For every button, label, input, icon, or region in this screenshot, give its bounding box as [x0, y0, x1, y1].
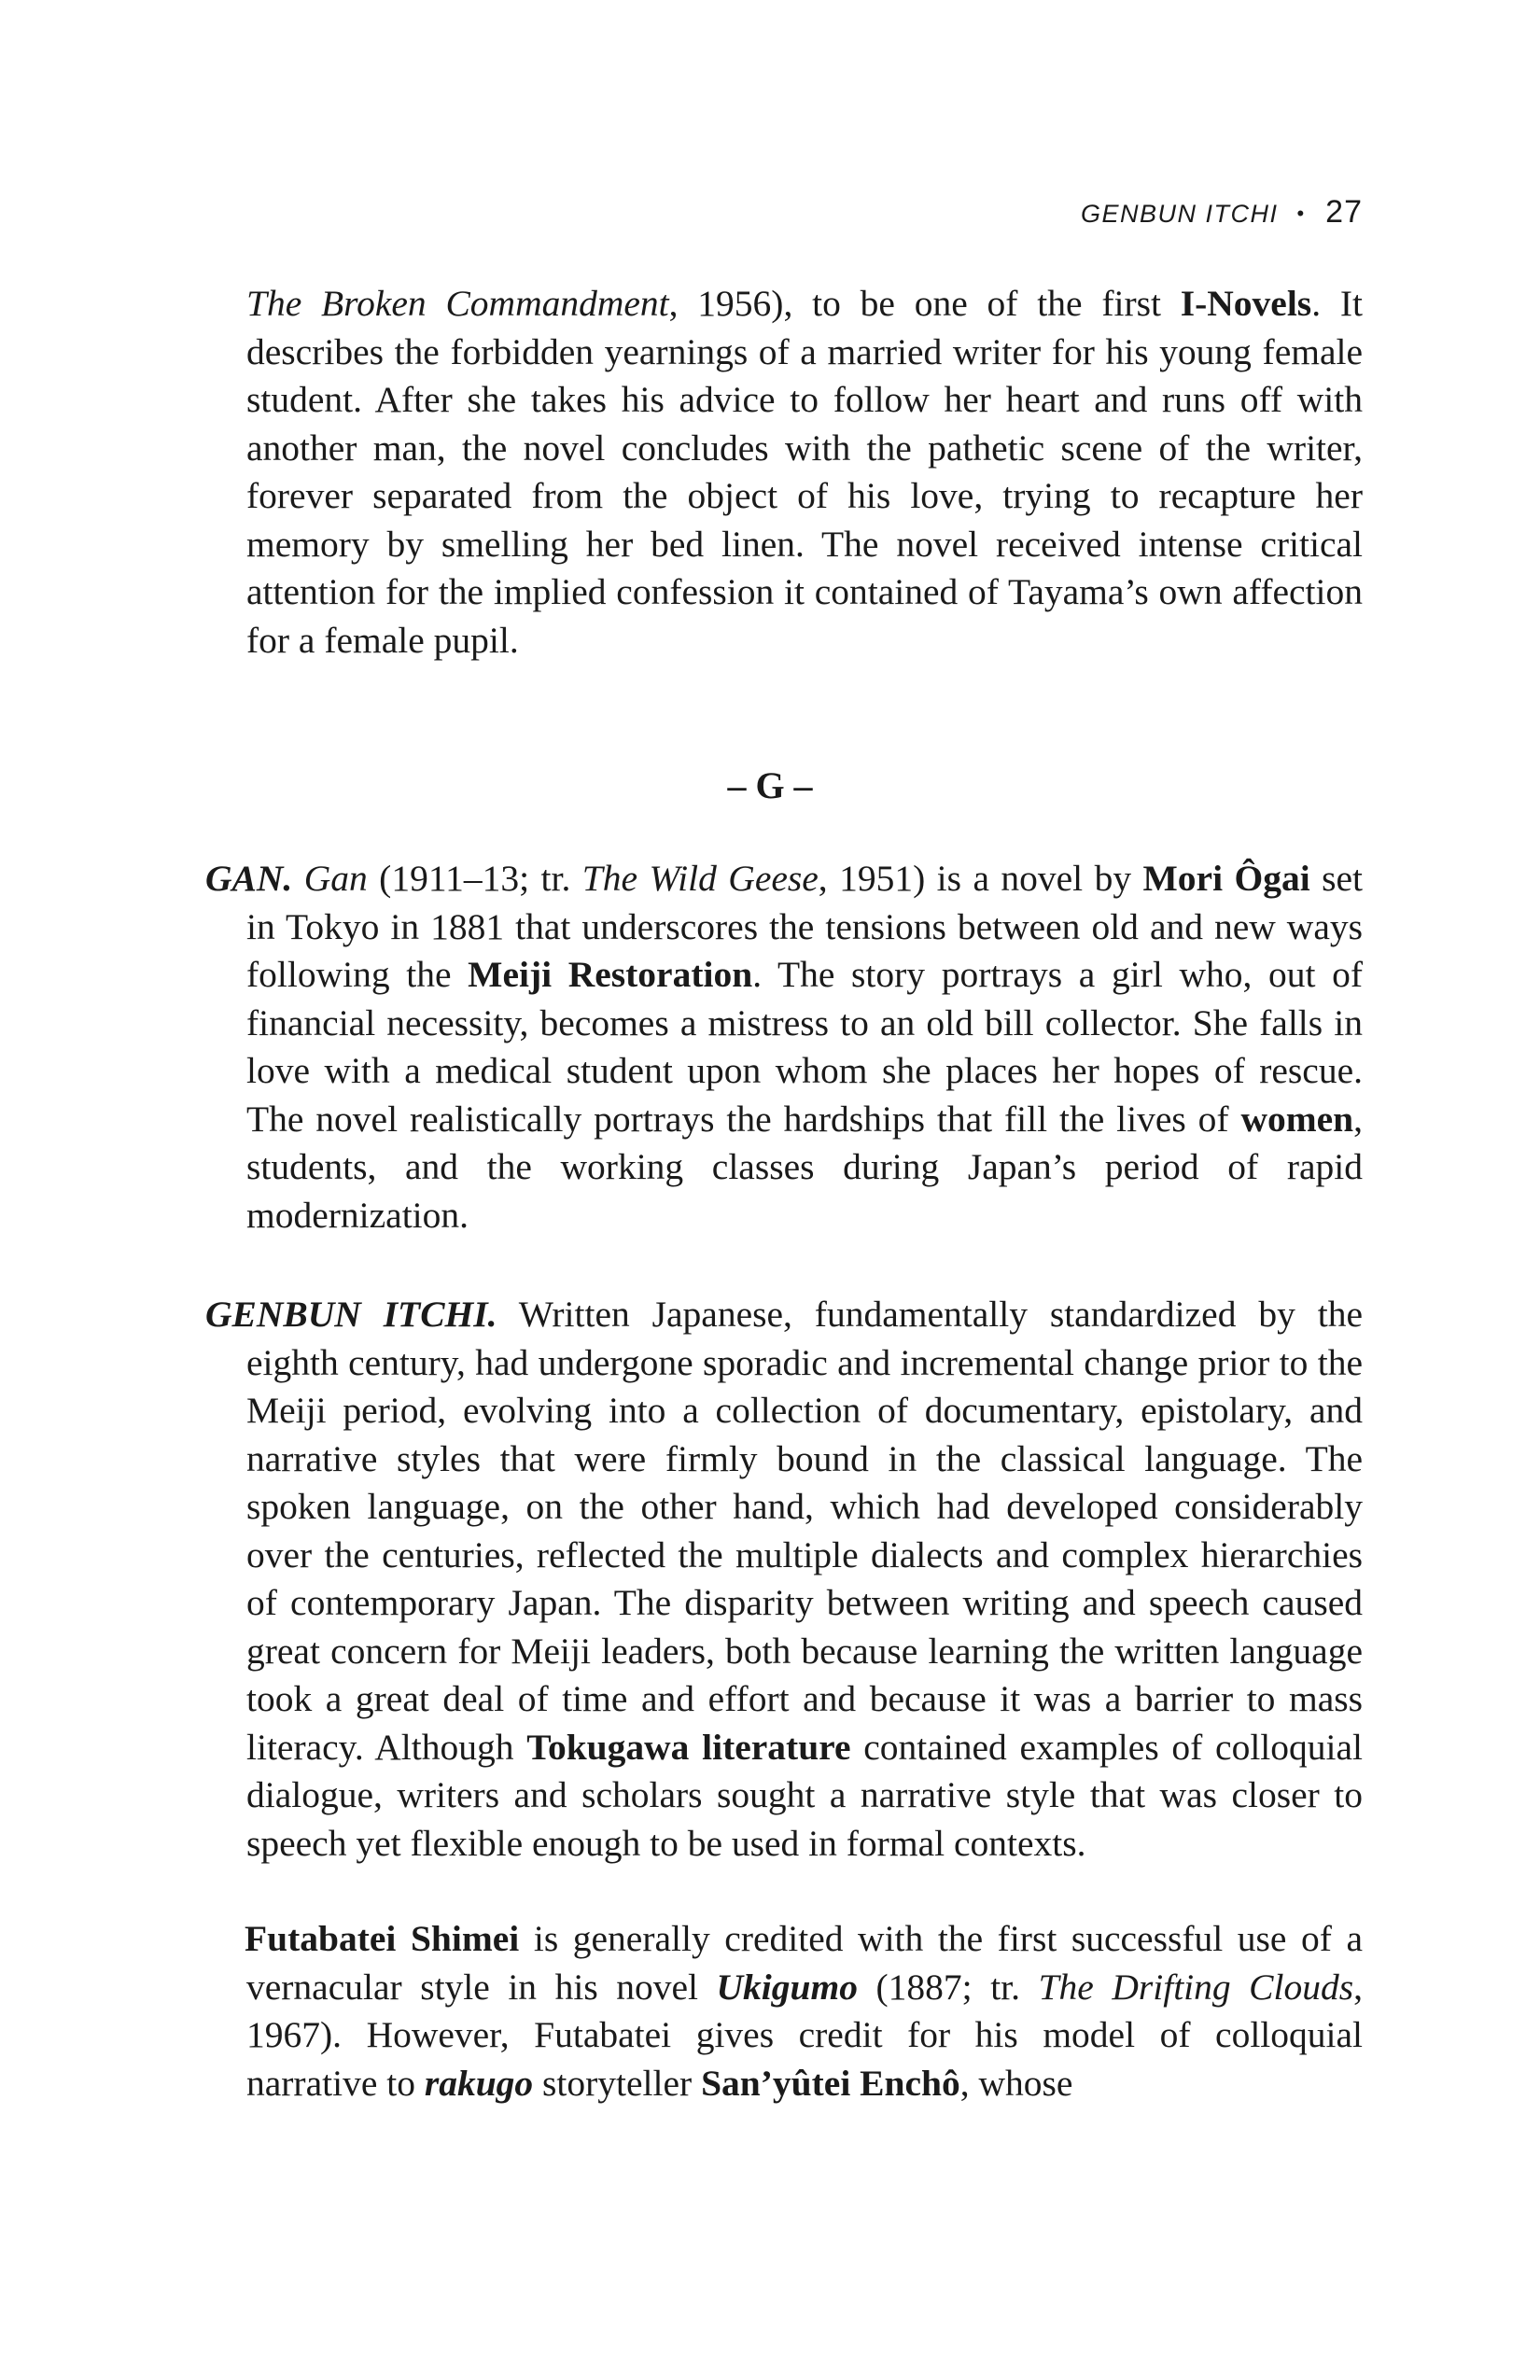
- cross-reference: women: [1240, 1098, 1354, 1140]
- text-run: . The story portrays a girl who, out of financial necessity, becomes a mistress to an old bill collector. She falls in love with a medical student upon whom she places her hopes of rescue. The novel realistically portrays the hardships that fill the lives of: [246, 954, 1364, 1140]
- book-title: The Broken Commandment: [246, 283, 669, 324]
- cross-reference: Futabatei Shimei: [245, 1918, 520, 1959]
- cross-reference: Meiji Restoration: [468, 954, 753, 995]
- entry-genbun-itchi: [205, 1291, 1363, 1868]
- section-letter: – G –: [727, 764, 813, 806]
- page-number: 27: [1325, 194, 1363, 230]
- book-title-cross-reference: Ukigumo: [716, 1966, 858, 2008]
- text-run: (1887; tr.: [857, 1966, 1039, 2008]
- text-run: (1911–13; tr.: [367, 858, 582, 899]
- text-run: , whose: [959, 2062, 1073, 2104]
- text-run: , 1956), to be one of the first: [668, 283, 1181, 324]
- text-run: storyteller: [533, 2062, 702, 2104]
- bullet-icon: •: [1296, 202, 1306, 225]
- cross-reference: Tokugawa literature: [526, 1726, 851, 1768]
- text-run: , students, and the working classes during Japan’s period of rapid modernization.: [246, 1098, 1363, 1236]
- entry-headword: GAN.: [205, 858, 293, 899]
- continuation-paragraph: [246, 280, 1363, 665]
- text-run: , 1951) is a novel by: [818, 858, 1143, 899]
- book-title: The Drifting Clouds: [1038, 1966, 1354, 2008]
- cross-reference: San’yûtei Enchô: [701, 2062, 960, 2104]
- text-run: set in Tokyo in 1881 that underscores the tensions between old and new ways following the: [246, 858, 1363, 995]
- text-run: , 1967). However, Futabatei gives credit for his model of colloquial narrative to: [246, 1966, 1363, 2104]
- running-head-title: GENBUN ITCHI: [1080, 200, 1279, 228]
- entry-headword: GENBUN ITCHI.: [205, 1294, 497, 1335]
- text-run: Written Japanese, fundamentally standardized by the eighth century, had undergone sporadic and incremental change prior to the Meiji period, evolving into a collection of documentary, epistolary, and narrative styles that were firmly bound in the classical language. The spoken language, on the other hand, which had developed considerably over the centuries, reflected the multiple dialects and complex hierarchies of contemporary Japan. The disparity between writing and speech caused great concern for Meiji leaders, both because learning the written language took a great deal of time and effort and because it was a barrier to mass literacy. Although: [246, 1294, 1363, 1768]
- text-run: contained examples of colloquial dialogue, writers and scholars sought a narrative style that was closer to speech yet flexible enough to be used in formal contexts.: [246, 1726, 1364, 1864]
- term-cross-reference: rakugo: [424, 2062, 534, 2104]
- text-run: [292, 858, 303, 899]
- running-head: [1081, 194, 1363, 231]
- entry-gan: [205, 855, 1363, 1239]
- cross-reference: I-Novels: [1180, 283, 1312, 324]
- book-title: The Wild Geese: [581, 858, 819, 899]
- entry-genbun-itchi-paragraph-2: [205, 1915, 1363, 2107]
- book-title: Gan: [303, 858, 368, 899]
- text-run: . It describes the forbidden yearnings of a married writer for his young female student. After she takes his advice to follow her heart and runs off with another man, the novel concludes with the pathetic scene of the writer, forever separated from the object of his love, trying to recapture her memory by smelling her bed linen. The novel received intense critical attention for the implied confession it contained of Tayama’s own affection for a female pupil.: [246, 283, 1363, 661]
- cross-reference: Mori Ôgai: [1142, 858, 1310, 899]
- text-run: is generally credited with the first successful use of a vernacular style in his novel: [246, 1918, 1364, 2008]
